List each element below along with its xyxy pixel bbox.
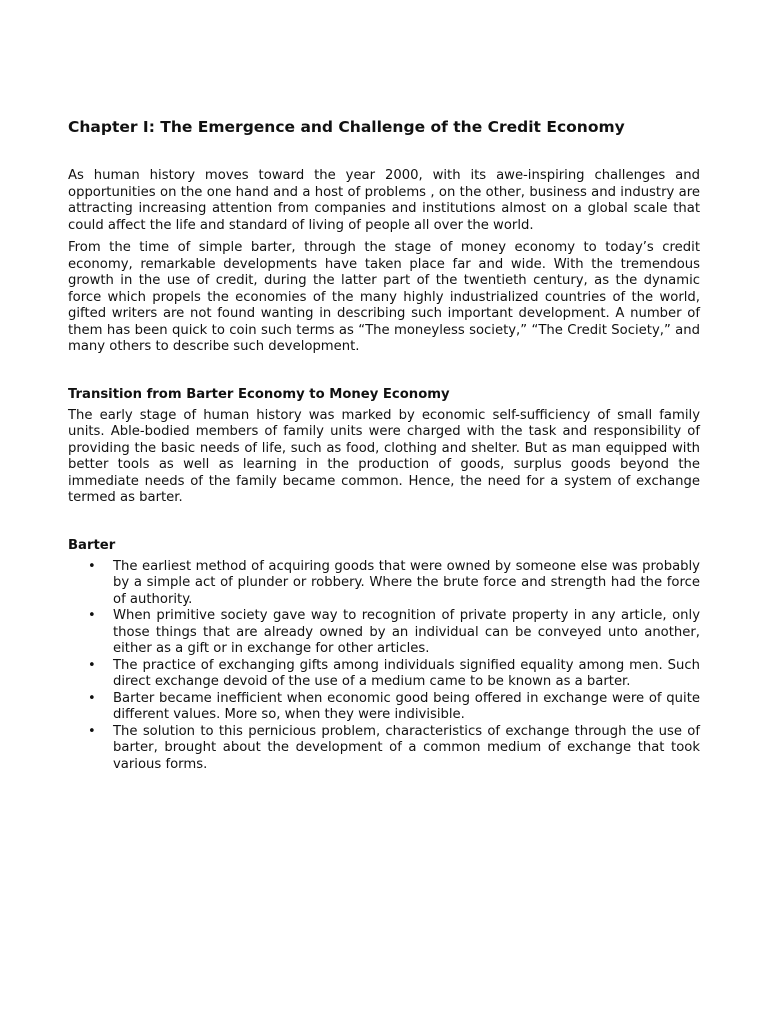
bullet-text: The earliest method of acquiring goods that were owned by someone else was probably by a simple act of plunder or robbery. Where the brute force and strength had the force of authority. [113, 558, 700, 607]
section-heading-barter: Barter [68, 537, 116, 553]
intro-paragraph-2: From the time of simple barter, through the stage of money economy to today’s credit economy, remarkable developments have taken place far and wide. With the tremendous growth in the use of credit, during the latter part of the twentieth century, as the dynamic force which propels the economies of the many highly industrialized countries of the world, gifted writers are not found wanting in describing such important development. A number of them has been quick to coin such terms as “The moneyless society,” “The Credit Society,” and many others to describe such development. [68, 240, 700, 354]
bullet-icon: • [88, 608, 96, 623]
bullet-text: The practice of exchanging gifts among individuals signified equality among men. Such direct exchange devoid of the use of a medium came to be known as a barter. [113, 657, 700, 689]
barter-bullet-list [68, 559, 700, 774]
bullet-text: When primitive society gave way to recognition of private property in any article, only those things that are already owned by an individual can be conveyed unto another, either as a gift or in exchange for other articles. [113, 608, 700, 656]
bullet-icon: • [88, 657, 96, 673]
bullet-icon: • [88, 558, 96, 574]
list-item [68, 559, 700, 609]
bullet-text: The solution to this pernicious problem, characteristics of exchange through the use of barter, brought about the development of a common medium of exchange that took various forms. [113, 723, 700, 772]
bullet-icon: • [88, 690, 96, 706]
bullet-text: Barter became inefficient when economic good being offered in exchange were of quite different values. More so, when they were indivisible. [113, 690, 700, 722]
list-item [68, 691, 700, 724]
section-heading-transition: Transition from Barter Economy to Money Economy [68, 386, 450, 402]
list-item [68, 608, 700, 658]
chapter-title: Chapter I: The Emergence and Challenge of the Credit Economy [68, 118, 625, 136]
list-item [68, 724, 700, 774]
transition-paragraph: The early stage of human history was marked by economic self-sufficiency of small family units. Able-bodied members of family units were charged with the task and responsibility of providing the basic needs of life, such as food, clothing and shelter. But as man equipped with better tools as well as learning in the production of goods, surplus goods beyond the immediate needs of the family became common. Hence, the need for a system of exchange termed as barter. [68, 407, 700, 505]
intro-paragraph-1: As human history moves toward the year 2000, with its awe-inspiring challenges and opportunities on the one hand and a host of problems , on the other, business and industry are attracting increasing attention from companies and institutions almost on a global scale that could affect the life and standard of living of people all over the world. [68, 168, 700, 233]
bullet-icon: • [88, 723, 96, 739]
list-item [68, 658, 700, 691]
document-page [68, 116, 700, 773]
